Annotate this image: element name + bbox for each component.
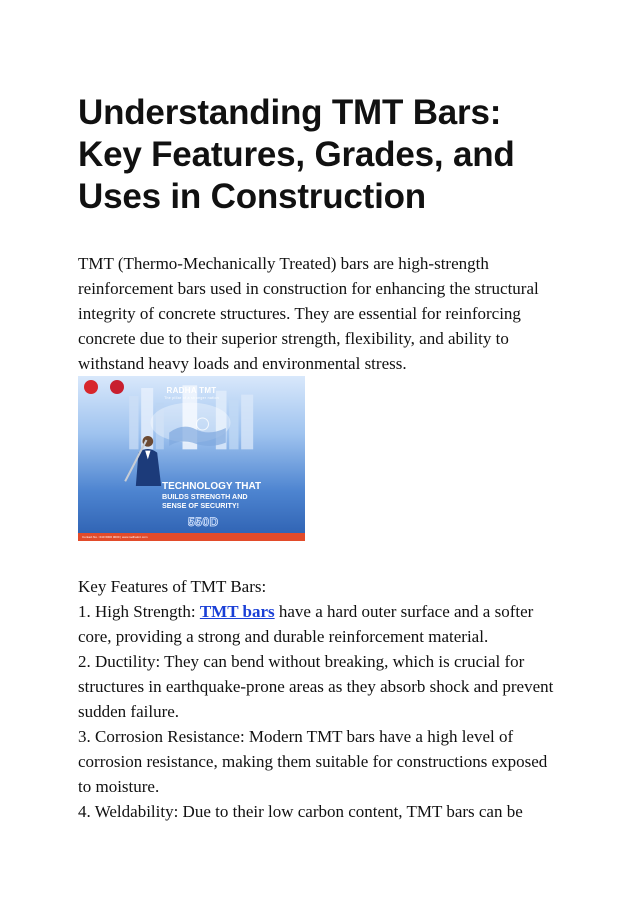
banner-headline-line3: SENSE OF SECURITY! xyxy=(162,501,240,510)
document-page xyxy=(78,92,563,824)
banner-brand-name: RADHA TMT xyxy=(166,386,217,395)
document-title: Understanding TMT Bars: Key Features, Grades, and Uses in Construction xyxy=(78,93,515,216)
banner-footer: Contact No.: 040 6000 0000 | www.radhatmt.com xyxy=(78,533,305,541)
intro-paragraph: TMT (Thermo-Mechanically Treated) bars are high-strength reinforcement bars used in construction for enhancing the structural integrity of concrete structures. They are essential for reinforcing concrete due to their superior strength, flexibility, and ability to withstand heavy loads and environmental stress. xyxy=(78,254,539,373)
advertisement-banner-image xyxy=(78,376,305,541)
banner-brand xyxy=(78,386,305,400)
feature-item-corrosion-resistance: 3. Corrosion Resistance: Modern TMT bars have a high level of corrosion resistance, making them suitable for constructions exposed to moisture. xyxy=(78,727,548,796)
features-section xyxy=(78,574,563,824)
banner-headline xyxy=(162,481,302,510)
tmt-bars-link[interactable]: TMT bars xyxy=(199,602,275,621)
banner-headline-line1: TECHNOLOGY THAT xyxy=(162,481,262,492)
feature-item-high-strength xyxy=(78,599,563,649)
feature-item-ductility: 2. Ductility: They can bend without breaking, which is crucial for structures in earthquake-prone areas as they absorb shock and prevent sudden failure. xyxy=(78,652,554,721)
feature-item-1-prefix: 1. High Strength: xyxy=(78,602,200,621)
banner-grade: 550D xyxy=(188,515,219,529)
banner-tagline: The pillar of a stronger nation xyxy=(164,396,219,400)
features-heading: Key Features of TMT Bars: xyxy=(78,577,267,596)
feature-item-weldability: 4. Weldability: Due to their low carbon content, TMT bars can be xyxy=(78,802,523,821)
banner-headline-line2: BUILDS STRENGTH AND xyxy=(162,492,248,501)
feature-item-1-rest: have a hard outer surface and a softer core, providing a strong and durable reinforcement material. xyxy=(78,602,534,646)
